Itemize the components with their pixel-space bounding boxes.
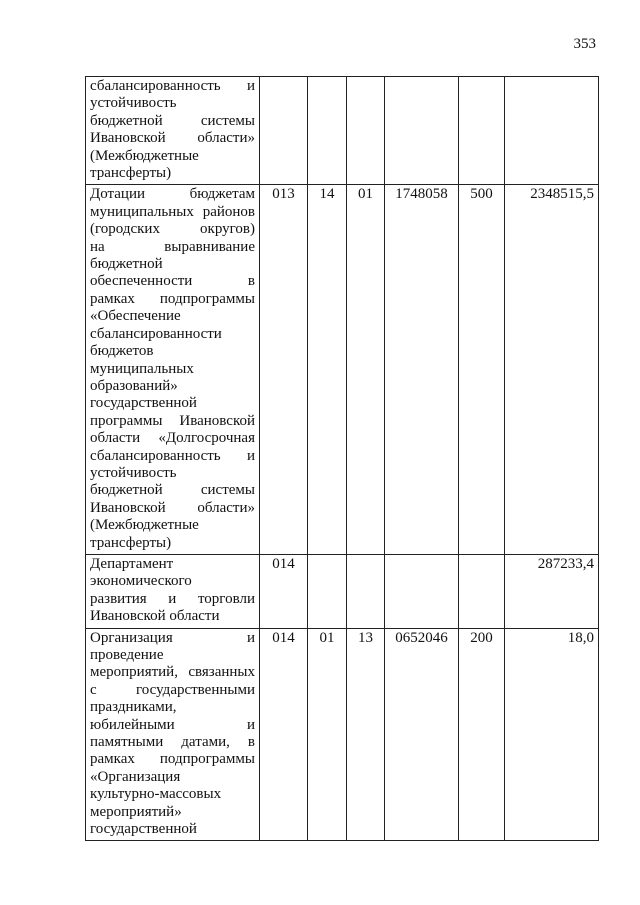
description-line: экономического [90,573,192,590]
description-line: на выравнивание [90,238,255,255]
description-line: с государственными [90,681,255,698]
section-cell [308,77,347,185]
description-line: (городских округов) [90,221,255,238]
table-body [86,77,599,841]
target-article-cell: 1748058 [385,185,459,555]
section-cell: 01 [308,628,347,841]
subsection-cell [347,77,385,185]
description-line: бюджетов [90,343,154,360]
description-line: обеспеченности в [90,273,255,290]
ministry-code-cell: 013 [260,185,308,555]
section-cell [308,554,347,628]
description-line: (Межбюджетные [90,147,199,164]
budget-table [85,76,599,841]
description-line: Дотации бюджетам [90,186,255,203]
row-description [86,185,260,555]
table-row [86,554,599,628]
ministry-code-cell: 014 [260,554,308,628]
description-line: Ивановской области [90,608,220,625]
description-line: области «Долгосрочная [90,430,255,447]
description-line: бюджетной системы [90,482,255,499]
target-article-cell: 0652046 [385,628,459,841]
expense-type-cell [459,77,505,185]
description-line: бюджетной системы [90,112,255,129]
subsection-cell [347,554,385,628]
description-line: сбалансированность и [90,78,255,94]
amount-cell: 2348515,5 [505,185,599,555]
ministry-code-cell [260,77,308,185]
expense-type-cell: 200 [459,628,505,841]
description-line: государственной [90,821,197,838]
description-line: юбилейными и [90,716,255,733]
row-description [86,554,260,628]
table-row [86,77,599,185]
description-line: культурно-массовых [90,786,222,803]
table-row [86,185,599,555]
description-line: устойчивость [90,464,177,481]
expense-type-cell: 500 [459,185,505,555]
description-line: Ивановской области» [90,499,255,516]
row-description [86,77,260,185]
description-line: «Организация [90,768,181,785]
description-line: устойчивость [90,95,177,112]
description-line: проведение [90,647,164,663]
description-line: сбалансированность и [90,447,255,464]
description-line: образований» [90,377,178,394]
page-number: 353 [573,36,596,52]
amount-cell: 18,0 [505,628,599,841]
expense-type-cell [459,554,505,628]
amount-cell: 287233,4 [505,554,599,628]
description-line: «Обеспечение [90,308,181,325]
description-line: памятными датами, в [90,734,255,751]
description-line: муниципальных [90,360,194,377]
description-line: трансферты) [90,534,172,551]
description-line: трансферты) [90,165,172,182]
table-row [86,628,599,841]
description-line: развития и торговли [90,590,255,607]
section-cell: 14 [308,185,347,555]
target-article-cell [385,77,459,185]
description-line: Ивановской области» [90,130,255,147]
subsection-cell: 13 [347,628,385,841]
description-line: рамках подпрограммы [90,751,255,768]
description-line: Организация и [90,629,255,646]
description-line: муниципальных районов [90,203,255,220]
description-line: мероприятий» [90,803,182,820]
description-line: бюджетной [90,256,163,273]
description-line: государственной [90,395,197,412]
description-line: мероприятий, связанных [90,664,255,681]
description-line: (Межбюджетные [90,517,199,534]
subsection-cell: 01 [347,185,385,555]
target-article-cell [385,554,459,628]
row-description [86,628,260,841]
description-line: сбалансированности [90,325,222,342]
description-line: праздниками, [90,699,177,716]
description-line: Департамент [90,555,174,572]
ministry-code-cell: 014 [260,628,308,841]
description-line: рамках подпрограммы [90,290,255,307]
description-line: программы Ивановской [90,412,255,429]
amount-cell [505,77,599,185]
